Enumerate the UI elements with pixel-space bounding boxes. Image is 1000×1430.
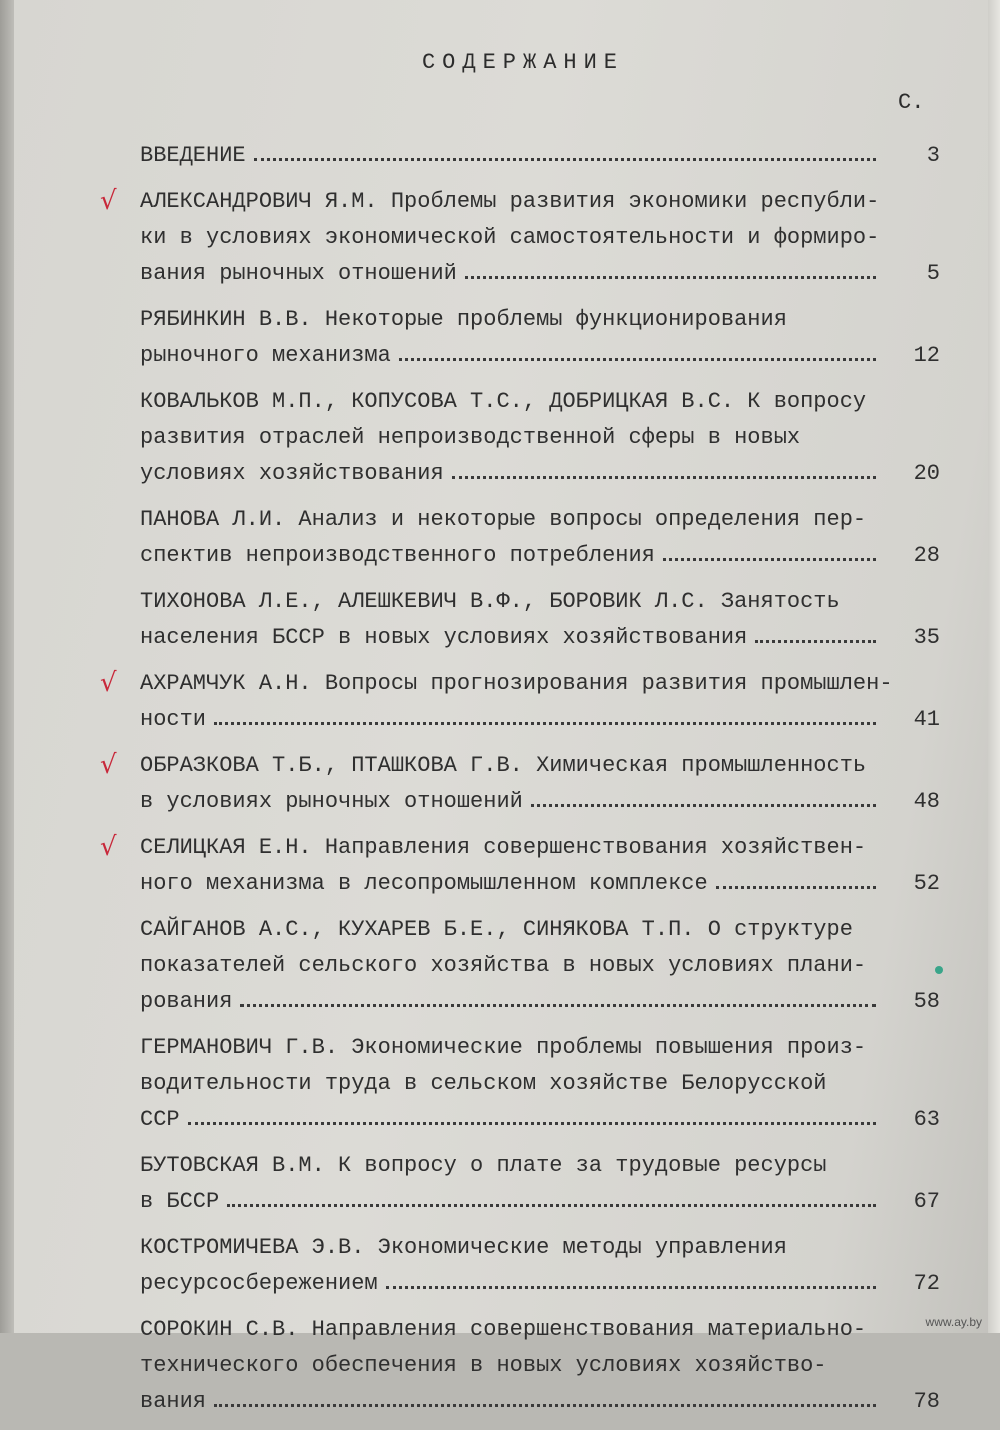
- toc-entry-text: в условиях рыночных отношений: [140, 789, 523, 814]
- toc-entry-text: САЙГАНОВ А.С., КУХАРЕВ Б.Е., СИНЯКОВА Т.П. О структуре: [140, 917, 853, 942]
- toc-page-number: 58: [913, 989, 940, 1014]
- toc-entry-text: ПАНОВА Л.И. Анализ и некоторые вопросы определения пер-: [140, 507, 867, 532]
- toc-entry-line: [140, 1348, 940, 1384]
- toc-entry-line: [140, 1066, 940, 1102]
- dot-leader: [254, 158, 876, 161]
- toc-entry-text: ности: [140, 707, 207, 732]
- toc-entry-line: [140, 456, 940, 492]
- toc-page-number: 35: [913, 625, 940, 650]
- toc-entry-line: [140, 1102, 940, 1138]
- toc-entry-line: [140, 866, 940, 902]
- toc-entry-text: рования: [140, 989, 233, 1014]
- toc-entry-line: [140, 702, 940, 738]
- toc-entry: [140, 1148, 940, 1220]
- toc-entry: [100, 666, 940, 738]
- toc-entry-text: ресурсосбережением: [140, 1271, 378, 1296]
- toc-entry-line: [140, 584, 940, 620]
- toc-entry-line: [140, 538, 940, 574]
- toc-entry-text: ВВЕДЕНИЕ: [140, 143, 246, 168]
- toc-page-number: 20: [913, 461, 940, 486]
- toc-entry-text: АЛЕКСАНДРОВИЧ Я.М. Проблемы развития экономики республи-: [140, 189, 880, 214]
- dot-leader: [465, 276, 876, 279]
- toc-entry: [140, 1030, 940, 1138]
- dot-leader: [452, 476, 876, 479]
- page-column-label: С.: [898, 90, 925, 115]
- toc-entry: [140, 912, 940, 1020]
- toc-entry-line: [140, 784, 940, 820]
- check-mark-icon: √: [100, 186, 117, 216]
- toc-entry-text: водительности труда в сельском хозяйстве Белорусской: [140, 1071, 827, 1096]
- toc-entry: [100, 830, 940, 902]
- toc-entry-text: РЯБИНКИН В.В. Некоторые проблемы функционирования: [140, 307, 787, 332]
- toc-entry-line: [140, 1230, 940, 1266]
- toc-entry-text: населения БССР в новых условиях хозяйствования: [140, 625, 748, 650]
- toc-entry-text: АХРАМЧУК А.Н. Вопросы прогнозирования развития промышлен-: [140, 671, 893, 696]
- toc-entry-line: [140, 748, 940, 784]
- toc-entry-text: вания рыночных отношений: [140, 261, 457, 286]
- toc-entry-line: [140, 384, 940, 420]
- toc-entry-text: СЕЛИЦКАЯ Е.Н. Направления совершенствования хозяйствен-: [140, 835, 867, 860]
- dot-leader: [214, 1404, 876, 1407]
- toc-page-number: 72: [913, 1271, 940, 1296]
- toc-entry-text: ССР: [140, 1107, 180, 1132]
- toc-entry-text: спектив непроизводственного потребления: [140, 543, 655, 568]
- toc-entry-line: [140, 256, 940, 292]
- dot-leader: [214, 722, 876, 725]
- toc-entry-text: показателей сельского хозяйства в новых условиях плани-: [140, 953, 867, 978]
- ink-dot: [935, 966, 943, 974]
- toc-entry-line: [140, 1030, 940, 1066]
- dot-leader: [386, 1286, 876, 1289]
- toc-entry-line: [140, 1148, 940, 1184]
- toc-entry-text: СОРОКИН С.В. Направления совершенствования материально-: [140, 1317, 867, 1342]
- toc-entry: [140, 138, 940, 174]
- toc-entry-line: [140, 184, 940, 220]
- toc-entry-text: условиях хозяйствования: [140, 461, 444, 486]
- check-mark-icon: √: [100, 832, 117, 862]
- toc-entry-text: ТИХОНОВА Л.Е., АЛЕШКЕВИЧ В.Ф., БОРОВИК Л.С. Занятость: [140, 589, 840, 614]
- toc-page-number: 78: [913, 1389, 940, 1414]
- toc-entry-line: [140, 1266, 940, 1302]
- toc-entry: [140, 384, 940, 492]
- dot-leader: [531, 804, 876, 807]
- toc-entry-line: [140, 666, 940, 702]
- toc-entry-text: КОСТРОМИЧЕВА Э.В. Экономические методы управления: [140, 1235, 787, 1260]
- dot-leader: [663, 558, 876, 561]
- toc-entry-text: ОБРАЗКОВА Т.Б., ПТАШКОВА Г.В. Химическая промышленность: [140, 753, 867, 778]
- toc-page-number: 67: [913, 1189, 940, 1214]
- toc-entry-line: [140, 220, 940, 256]
- toc-entry: [100, 184, 940, 292]
- toc-page-number: 52: [913, 871, 940, 896]
- dot-leader: [755, 640, 876, 643]
- toc-entry-text: ки в условиях экономической самостоятельности и формиро-: [140, 225, 880, 250]
- watermark: www.ay.by: [925, 1315, 982, 1329]
- dot-leader: [188, 1122, 876, 1125]
- toc-entry-text: ГЕРМАНОВИЧ Г.В. Экономические проблемы повышения произ-: [140, 1035, 867, 1060]
- toc-entry-line: [140, 138, 940, 174]
- toc-heading: СОДЕРЖАНИЕ: [421, 50, 625, 75]
- page-right-edge: [988, 0, 1000, 1333]
- table-of-contents: [100, 138, 940, 1430]
- toc-entry: [140, 1312, 940, 1420]
- toc-entry: [140, 584, 940, 656]
- toc-entry-line: [140, 984, 940, 1020]
- toc-entry-text: вания: [140, 1389, 207, 1414]
- toc-entry-line: [140, 420, 940, 456]
- toc-page-number: 12: [913, 343, 940, 368]
- toc-entry-text: БУТОВСКАЯ В.М. К вопросу о плате за трудовые ресурсы: [140, 1153, 827, 1178]
- toc-page-number: 3: [926, 143, 940, 168]
- dot-leader: [399, 358, 876, 361]
- dot-leader: [227, 1204, 876, 1207]
- check-mark-icon: √: [100, 750, 117, 780]
- toc-entry-line: [140, 1184, 940, 1220]
- toc-entry: [100, 748, 940, 820]
- toc-page-number: 5: [926, 261, 940, 286]
- toc-entry-line: [140, 830, 940, 866]
- toc-entry-text: КОВАЛЬКОВ М.П., КОПУСОВА Т.С., ДОБРИЦКАЯ В.С. К вопросу: [140, 389, 867, 414]
- toc-page-number: 41: [913, 707, 940, 732]
- toc-page-number: 28: [913, 543, 940, 568]
- toc-entry-line: [140, 338, 940, 374]
- toc-entry-line: [140, 620, 940, 656]
- toc-entry-line: [140, 912, 940, 948]
- toc-entry: [140, 502, 940, 574]
- toc-page-number: 48: [913, 789, 940, 814]
- toc-entry-line: [140, 1384, 940, 1420]
- toc-entry-line: [140, 502, 940, 538]
- dot-leader: [240, 1004, 876, 1007]
- check-mark-icon: √: [100, 668, 117, 698]
- toc-entry-line: [140, 1312, 940, 1348]
- toc-entry-text: развития отраслей непроизводственной сферы в новых: [140, 425, 801, 450]
- toc-entry: [140, 302, 940, 374]
- toc-entry-line: [140, 302, 940, 338]
- toc-entry-text: ного механизма в лесопромышленном комплексе: [140, 871, 708, 896]
- toc-entry-text: технического обеспечения в новых условиях хозяйство-: [140, 1353, 827, 1378]
- toc-entry: [140, 1230, 940, 1302]
- toc-entry-text: рыночного механизма: [140, 343, 391, 368]
- toc-page-number: 63: [913, 1107, 940, 1132]
- dot-leader: [716, 886, 876, 889]
- toc-entry-line: [140, 948, 940, 984]
- toc-entry-text: в БССР: [140, 1189, 220, 1214]
